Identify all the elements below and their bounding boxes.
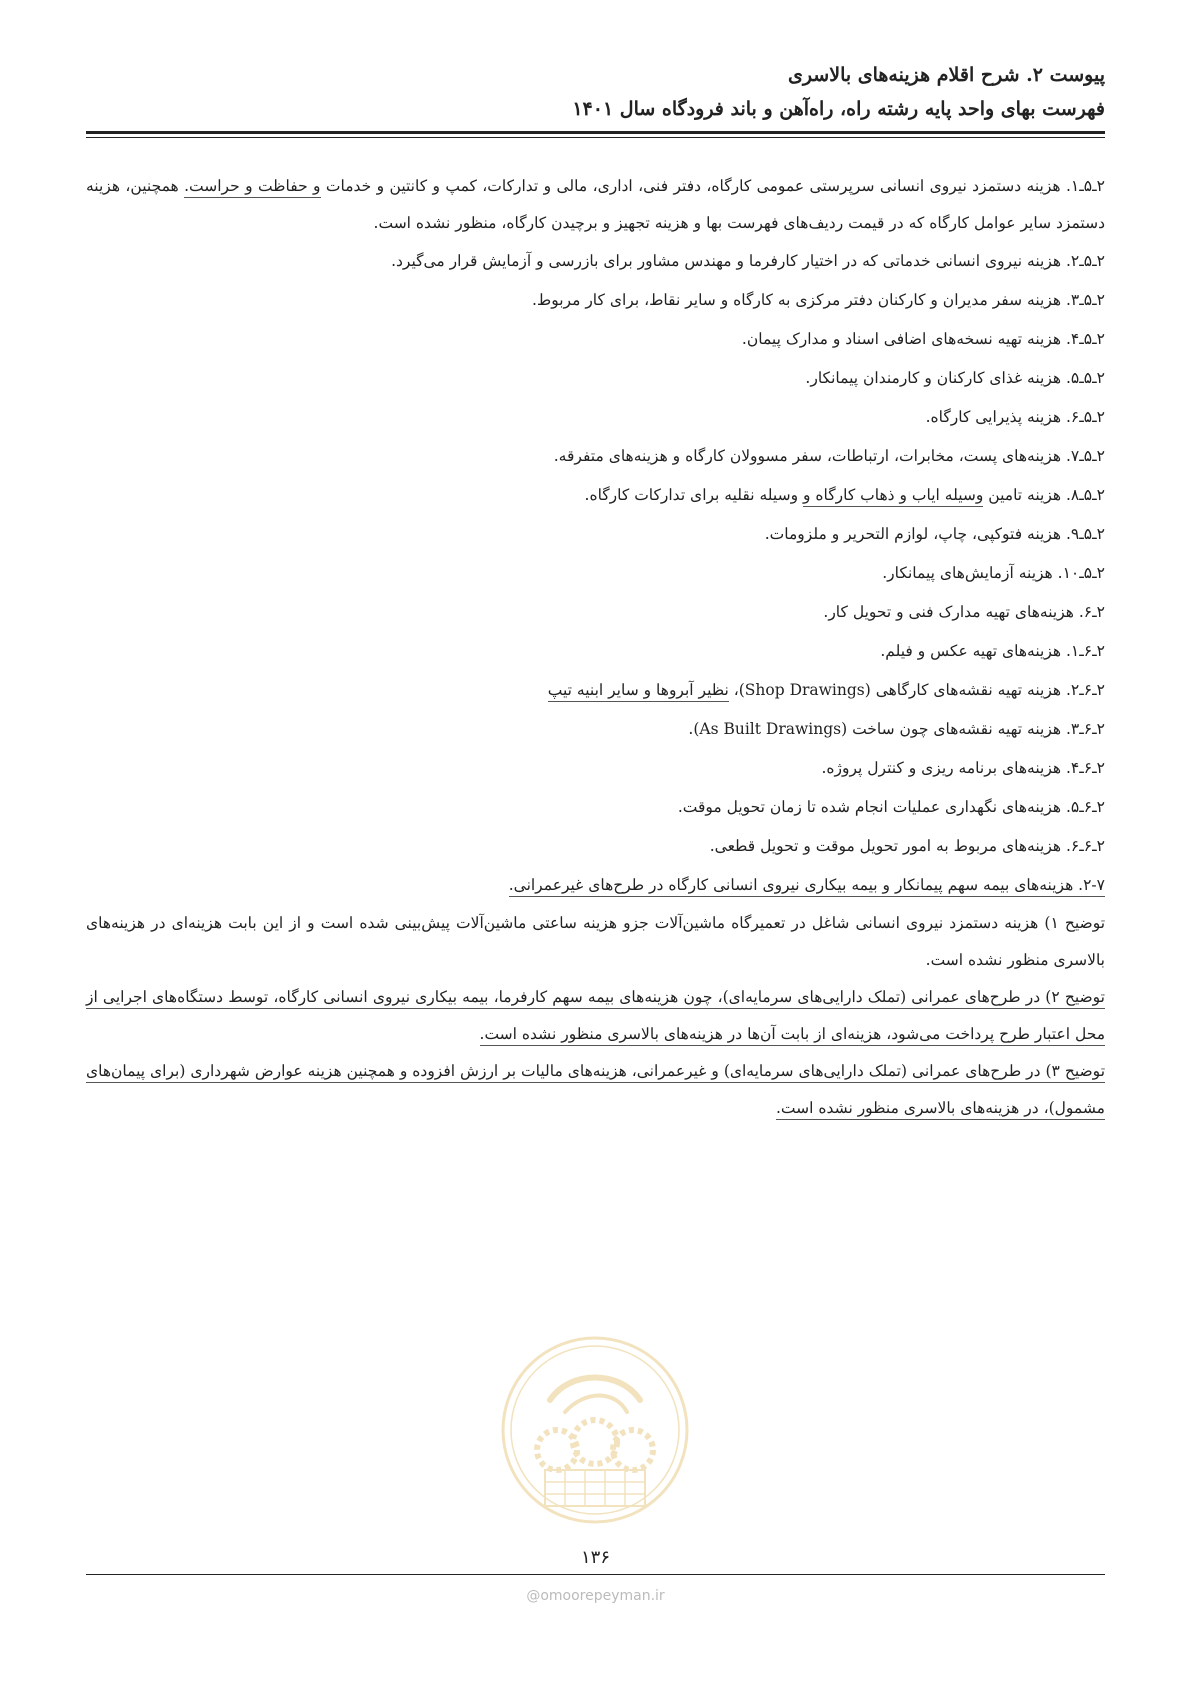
header-rule-thick: [86, 131, 1105, 134]
footer-rule: [86, 1574, 1105, 1575]
header-subtitle: فهرست بهای واحد پایه رشته راه، راه‌آهن و باند فرودگاه سال ۱۴۰۱: [572, 98, 1105, 120]
item-2-5-3: ۲ـ۵ـ۳. هزینه سفر مدیران و کارکنان دفتر مرکزی به کارگاه و سایر نقاط، برای کار مربوط.: [531, 291, 1105, 309]
note-3: [86, 1053, 1105, 1127]
item-2-6-1: ۲ـ۶ـ۱. هزینه‌های تهیه عکس و فیلم.: [880, 642, 1105, 660]
item-2-5-9: ۲ـ۵ـ۹. هزینه فتوکپی، چاپ، لوازم التحریر و ملزومات.: [764, 525, 1105, 543]
item-2-5-4: ۲ـ۵ـ۴. هزینه تهیه نسخه‌های اضافی اسناد و مدارک پیمان.: [741, 330, 1105, 348]
item-2-6-6: ۲ـ۶ـ۶. هزینه‌های مربوط به امور تحویل موقت و تحویل قطعی.: [709, 837, 1105, 855]
item-2-5-8: ۲ـ۵ـ۸. هزینه تامین وسیله ایاب و ذهاب کارگاه و وسیله نقلیه برای تدارکات کارگاه.: [86, 476, 1105, 515]
seal-graphic: [495, 1330, 695, 1530]
item-2-6-3: ۲ـ۶ـ۳. هزینه تهیه نقشه‌های چون ساخت (As Built Drawings).: [688, 720, 1105, 738]
english-term: Shop Drawings: [744, 681, 865, 699]
item-2-5-10: ۲ـ۵ـ۱۰. هزینه آزمایش‌های پیمانکار.: [882, 564, 1105, 582]
item-2-5-2: ۲ـ۵ـ۲. هزینه نیروی انسانی خدماتی که در اختیار کارفرما و مهندس مشاور برای بازرسی و آزمایش قرار می‌گیرد.: [391, 252, 1105, 270]
item-2-5-6: ۲ـ۵ـ۶. هزینه پذیرایی کارگاه.: [925, 408, 1105, 426]
footer-website: @omoorepeyman.ir: [526, 1588, 665, 1604]
item-2-7: [86, 866, 1105, 905]
page-number: ۱۳۶: [580, 1547, 610, 1568]
document-body: [86, 168, 1105, 1127]
note-2: [86, 979, 1105, 1053]
item-2-6-4: ۲ـ۶ـ۴. هزینه‌های برنامه ریزی و کنترل پروژه.: [821, 759, 1105, 777]
item-2-6-5: ۲ـ۶ـ۵. هزینه‌های نگهداری عملیات انجام شده تا زمان تحویل موقت.: [677, 798, 1105, 816]
page-header: [86, 58, 1105, 126]
item-2-5-7: ۲ـ۵ـ۷. هزینه‌های پست، مخابرات، ارتباطات، سفر مسوولان کارگاه و هزینه‌های متفرقه.: [553, 447, 1105, 465]
underlined-text: توضیح ۲) در طرح‌های عمرانی (تملک دارایی‌های سرمایه‌ای)، چون هزینه‌های بیمه سهم کارفرما، بیمه بیکاری نیروی انسانی کارگاه، توسط دستگاه‌های اجرایی از محل اعتبار طرح پرداخت می‌شود، هزینه‌ای از بابت آن‌ها در هزینه‌های بالاسری منظور نشده است.: [86, 988, 1105, 1046]
english-term: As Built Drawings: [699, 720, 842, 738]
header-title: پیوست ۲. شرح اقلام هزینه‌های بالاسری: [787, 64, 1105, 86]
underlined-text: نظیر آبروها و سایر ابنیه تیپ: [548, 681, 729, 702]
header-rule-thin: [86, 137, 1105, 138]
note-1: توضیح ۱) هزینه دستمزد نیروی انسانی شاغل در تعمیرگاه ماشین‌آلات جزو هزینه ساعتی ماشین‌آلات پیش‌بینی شده است و از این بابت هزینه‌ای در هزینه‌های بالاسری منظور نشده است.: [86, 914, 1106, 969]
underlined-text: ۲-۷. هزینه‌های بیمه سهم پیمانکار و بیمه بیکاری نیروی انسانی کارگاه در طرح‌های غیرعمرانی.: [509, 876, 1105, 897]
omoore-peyman-seal-icon: [495, 1330, 695, 1530]
item-2-6-2: ۲ـ۶ـ۲. هزینه تهیه نقشه‌های کارگاهی (Shop Drawings)، نظیر آبروها و سایر ابنیه تیپ: [86, 671, 1105, 710]
underlined-text: و حفاظت و حراست.: [184, 177, 320, 198]
item-2-5-5: ۲ـ۵ـ۵. هزینه غذای کارکنان و کارمندان پیمانکار.: [805, 369, 1105, 387]
underlined-text: توضیح ۳) در طرح‌های عمرانی (تملک دارایی‌های سرمایه‌ای) و غیرعمرانی، هزینه‌های مالیات بر ارزش افزوده و همچنین هزینه عوارض شهرداری (برای پیمان‌های مشمول)، در هزینه‌های بالاسری منظور نشده است.: [86, 1062, 1105, 1120]
item-2-6: ۲ـ۶. هزینه‌های تهیه مدارک فنی و تحویل کار.: [823, 603, 1105, 621]
underlined-text: وسیله ایاب و ذهاب کارگاه و: [803, 486, 983, 507]
item-2-5-1: ۲ـ۵ـ۱. هزینه دستمزد نیروی انسانی سرپرستی عمومی کارگاه، دفتر فنی، اداری، مالی و تدارکات، کمپ و کانتین و خدمات و حفاظت و حراست. همچنین، هزینه دستمزد سایر عوامل کارگاه که در قیمت ردیف‌های فهرست بها و هزینه تجهیز و برچیدن کارگاه، منظور نشده است.: [86, 177, 1105, 232]
